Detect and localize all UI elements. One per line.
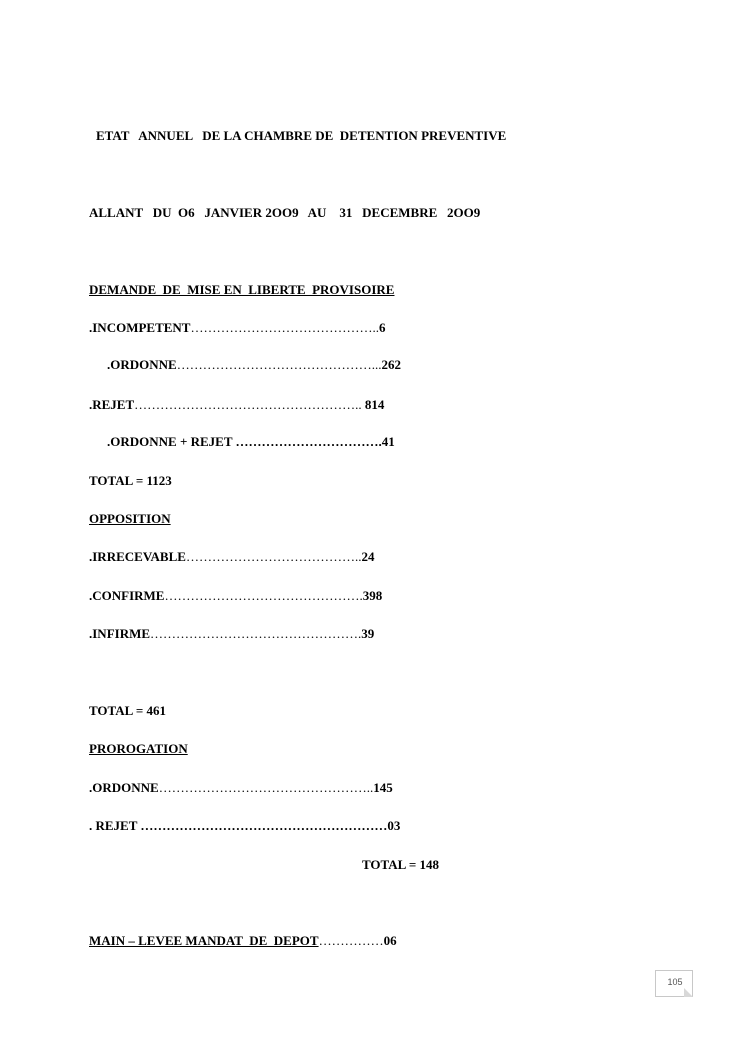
row-ordonne-rejet — [107, 434, 395, 450]
row-label: .INCOMPETENT — [89, 320, 191, 335]
row-prorogation-ordonne — [89, 780, 393, 796]
row-label: .CONFIRME — [89, 588, 165, 603]
total-prorogation: TOTAL = 148 — [362, 857, 440, 872]
total-opposition: TOTAL = 461 — [89, 703, 167, 718]
row-incompetent — [89, 320, 385, 336]
row-label: .ORDONNE — [107, 357, 177, 372]
row-value: 145 — [373, 780, 393, 795]
document-title: ETAT ANNUEL DE LA CHAMBRE DE DETENTION PREVENTIVE — [96, 128, 507, 143]
row-mainlevee — [89, 933, 397, 949]
page-number: 105 — [667, 977, 683, 987]
row-leader-dots: …………………………………….. — [190, 320, 379, 335]
row-prorogation-rejet — [89, 818, 400, 834]
row-leader-dots: ………………………………………………… — [140, 818, 388, 833]
row-infirme — [89, 626, 374, 642]
row-value: 398 — [362, 588, 383, 603]
row-irrecevable — [89, 549, 374, 565]
section-heading-liberte: DEMANDE DE MISE EN LIBERTE PROVISOIRE — [89, 282, 395, 297]
section-heading-mainlevee: MAIN – LEVEE MANDAT DE DEPOT — [89, 933, 319, 948]
row-value: 06 — [383, 933, 397, 948]
row-leader-dots: ……………………………. — [235, 434, 382, 449]
row-leader-dots: …………… — [318, 933, 384, 948]
row-ordonne — [107, 357, 401, 373]
row-label: . REJET — [89, 818, 141, 833]
document-period: ALLANT DU O6 JANVIER 2OO9 AU 31 DECEMBRE 2OO9 — [89, 205, 481, 220]
row-leader-dots: …………………………………………….. — [134, 397, 365, 412]
row-value: 39 — [361, 626, 375, 641]
row-leader-dots: ………………………………………….. — [158, 780, 374, 795]
row-leader-dots: ………………………………………. — [164, 588, 363, 603]
row-leader-dots: …………………………………………. — [150, 626, 362, 641]
row-label: .ORDONNE — [89, 780, 159, 795]
row-label: .REJET — [89, 397, 135, 412]
total-liberte: TOTAL = 1123 — [89, 473, 172, 488]
row-value: 262 — [381, 357, 401, 372]
row-confirme — [89, 588, 382, 604]
row-label: .INFIRME — [89, 626, 151, 641]
section-heading-prorogation: PROROGATION — [89, 741, 188, 756]
section-heading-opposition: OPPOSITION — [89, 511, 171, 526]
page-curl-icon — [684, 988, 693, 997]
row-label: .ORDONNE + REJET — [107, 434, 236, 449]
row-value: 41 — [381, 434, 395, 449]
row-value: 814 — [364, 397, 385, 412]
row-leader-dots: ………………………………….. — [185, 549, 362, 564]
row-leader-dots: ………………………………………... — [176, 357, 382, 372]
row-rejet — [89, 397, 384, 413]
row-value: 03 — [387, 818, 401, 833]
row-value: 24 — [361, 549, 375, 564]
page-number-box — [655, 970, 693, 997]
row-value: 6 — [378, 320, 386, 335]
row-label: .IRRECEVABLE — [89, 549, 186, 564]
